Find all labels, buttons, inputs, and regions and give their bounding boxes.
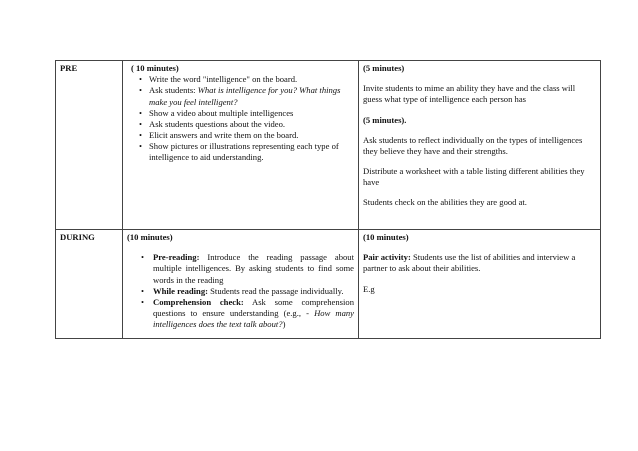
list-item: • Show pictures or illustrations representing each type of intelligence to aid understanding. [127, 141, 354, 163]
stage-label: DURING [60, 232, 95, 242]
stage-cell [56, 230, 123, 339]
table-row-during [56, 230, 601, 339]
teacher-activities-cell [123, 61, 359, 230]
list-item: • While reading: Students read the passage individually. [127, 286, 354, 297]
teacher-activities-cell [123, 230, 359, 339]
paragraph: Ask students to reflect individually on the types of intelligences they believe they have and their strengths. [363, 134, 583, 156]
list-item: • Ask students: What is intelligence for you? What things make you feel intelligent? [127, 85, 354, 107]
student-activities-cell [359, 230, 601, 339]
stage-label: PRE [60, 63, 78, 73]
student-activities-cell [359, 61, 601, 230]
time-label: ( 10 minutes) [131, 63, 179, 73]
list-item: • Write the word "intelligence" on the board. [127, 74, 354, 85]
list-item: • Comprehension check: Ask some comprehension questions to ensure understanding (e.g., - How many intelligences does the text talk about?) [127, 297, 354, 331]
paragraph: Invite students to mime an ability they have and the class will guess what type of intelligence each person has [363, 83, 576, 105]
list-item: • Elicit answers and write them on the board. [127, 130, 354, 141]
paragraph: Pair activity: Students use the list of abilities and interview a partner to ask about their abilities. [363, 252, 576, 274]
paragraph: Students check on the abilities they are good at. [363, 197, 527, 208]
time-label: (5 minutes). [363, 114, 407, 125]
time-label: (10 minutes) [363, 232, 409, 242]
activity-list [127, 252, 354, 330]
paragraph: Distribute a worksheet with a table listing different abilities they have [363, 166, 585, 188]
list-item: • Ask students questions about the video. [127, 119, 354, 130]
time-label: (5 minutes) [363, 63, 405, 73]
lesson-plan-table [55, 60, 601, 339]
time-label: (10 minutes) [127, 232, 173, 242]
list-item: • Show a video about multiple intelligences [127, 108, 354, 119]
paragraph: E.g [363, 283, 375, 294]
activity-list [127, 74, 354, 163]
stage-cell [56, 61, 123, 230]
list-item: • Pre-reading: Introduce the reading passage about multiple intelligences. By asking students to find some words in the reading [127, 252, 354, 286]
table-row-pre [56, 61, 601, 230]
